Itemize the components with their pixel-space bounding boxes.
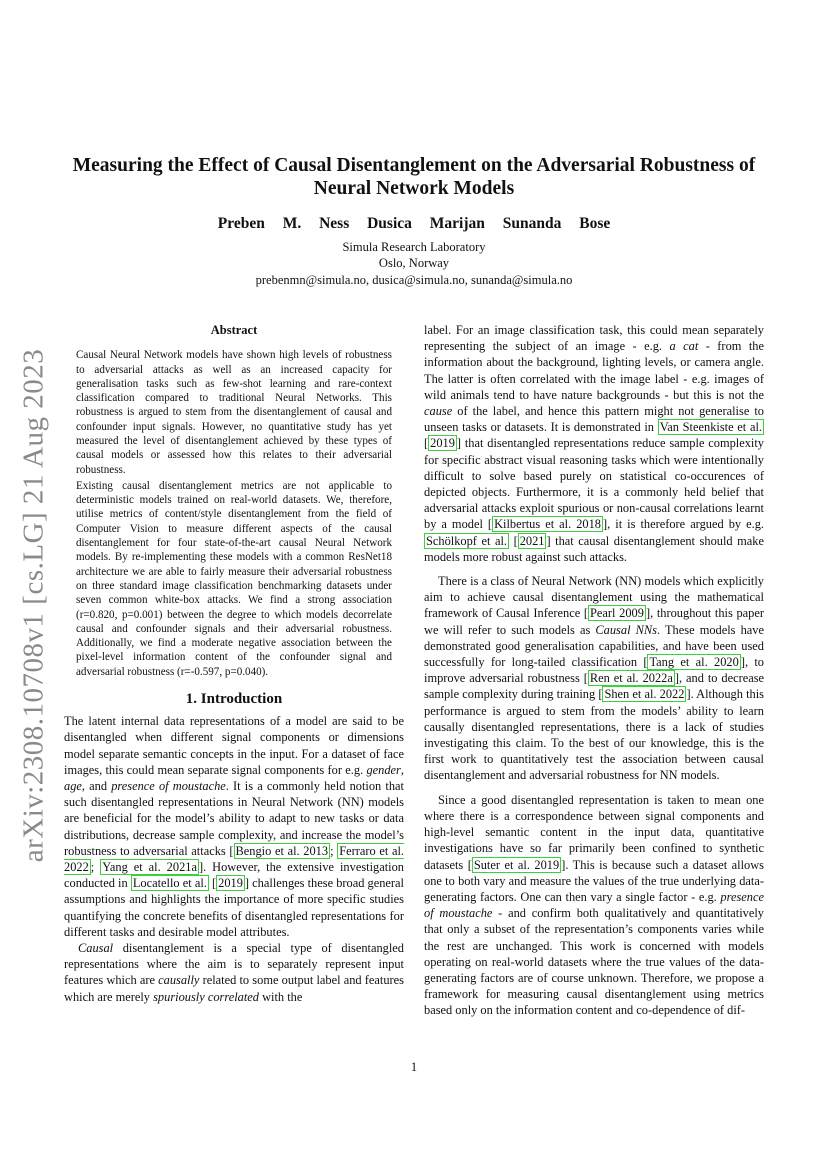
citation-link[interactable]: Shen et al. 2022: [604, 687, 685, 702]
paper-title: [50, 154, 778, 200]
affiliation-emails: prebenmn@simula.no, dusica@simula.no, sunanda@simula.no: [255, 272, 573, 287]
citation-link[interactable]: Tang et al. 2020: [649, 655, 739, 670]
author-list: [50, 215, 778, 233]
left-column: [64, 322, 404, 1005]
right-paragraph-3: Since a good disentangled representation is taken to mean one where there is a correspondence between signal components and high-level semantic content in the input data, quantitative investigations have so far primarily been confined to synthetic datasets [ Suter et al. 2019 ]. This is because such a dataset allows one to both vary and measure the values of the true underlying data-generating factors. One can then vary a single factor - e.g. presence of moustache - and confirm both qualitatively and quantitatively that only a subset of the representation’s components varies while the rest are unchanged. This work is concerned with models operating on real-world datasets where the true values of the data-generating factors are of course unknown. Therefore, we propose a framework for measuring causal disentanglement using metrics based only on the information content and co-dependence of dif-: [424, 792, 764, 1018]
citation-link[interactable]: Ferraro et al. 2022: [64, 843, 404, 875]
abstract-paragraph-1: Causal Neural Network models have shown high levels of robustness to adversarial attacks as well as an increased capacity for generalisation tasks such as few-shot learning and rare-context classification compared to traditional Neural Networks. This robustness is argued to stem from the disentanglement of causal and confounder input signals. However, no quantitative study has yet measured the level of disentanglement achieved by these types of causal models or assessed how this relates to their adversarial robustness.: [76, 349, 392, 476]
author-1: Preben M. Ness: [217, 215, 350, 232]
right-column: [424, 322, 764, 1019]
abstract-section: [64, 322, 404, 679]
intro-paragraph-2: Causal disentanglement is a special type of disentangled representations where the aim is to separately represent input features which are causally related to some output label and features which are merely spuriously correlated with the: [64, 941, 404, 1004]
title-line-2: Neural Network Models: [313, 178, 515, 199]
citation-link[interactable]: Kilbertus et al. 2018: [494, 517, 602, 532]
abstract-heading: Abstract: [210, 323, 258, 337]
affiliation-org: Simula Research Laboratory: [342, 240, 486, 254]
citation-link[interactable]: 2019: [218, 876, 243, 891]
arxiv-identifier: [12, 348, 56, 862]
title-line-1: Measuring the Effect of Causal Disentanglement on the Adversarial Robustness of: [72, 155, 756, 176]
citation-link[interactable]: Pearl 2009: [590, 606, 644, 621]
author-3: Sunanda Bose: [502, 215, 611, 232]
abstract-paragraph-2: Existing causal disentanglement metrics are not applicable to deterministic models trained on real-world datasets. We, therefore, utilise metrics of content/style disentanglement from the field of Computer Vision to measure different aspects of the causal disentanglement for four state-of-the-art causal Neural Network models. By re-implementing these models with a common ResNet18 architecture we are able to fairly measure their adversarial robustness on three standard image classification benchmarking datasets under seven common white-box attacks. We find a strong association (r=0.820, p=0.001) between the degree to which models decorrelate causal and confounder signals and their adversarial robustness. Additionally, we find a moderate negative association between the pixel-level information content of the confounder signal and adversarial robustness (r=-0.597, p=0.040).: [76, 479, 392, 678]
citation-link[interactable]: Locatello et al.: [132, 876, 207, 891]
citation-link[interactable]: Ren et al. 2022a: [589, 671, 673, 686]
citation-link[interactable]: 2019: [430, 436, 455, 451]
citation-link[interactable]: Schölkopf et al.: [426, 533, 508, 548]
citation-link[interactable]: Van Steenkiste et al.: [659, 420, 762, 435]
right-paragraph-2: There is a class of Neural Network (NN) models which explicitly aim to achieve causal disentanglement using the mathematical framework of Causal Inference [ Pearl 2009 ], throughout this paper we will refer to such models as Causal NNs. These models have demonstrated good generalisation capabilities, and have been used successfully for long-tailed classification [ Tang et al. 2020 ], to improve adversarial robustness [ Ren et al. 2022a ], and to decrease sample complexity during training [ Shen et al. 2022 ]. Although this performance is argued to stem from the models’ ability to learn causally disentangled representations, there is a lack of studies investigating this claim. To the best of our knowledge, this is the first work to quantitatively test the association between causal disentanglement and adversarial robustness for NN models.: [424, 574, 765, 783]
citation-link[interactable]: Bengio et al. 2013: [235, 843, 329, 858]
citation-link[interactable]: Yang et al. 2021a: [102, 860, 197, 875]
citation-link[interactable]: 2021: [519, 533, 545, 548]
intro-paragraph-1: The latent internal data representations of a model are said to be disentangled when different signal components or dimensions model separate semantic concepts in the input. For a dataset of face images, this could mean separate signal components for e.g. gender, age, and presence of moustache. It is a commonly held notion that such disentangled representations in Neural Network (NN) models are beneficial for the model’s ability to adapt to new tasks or data distributions, decrease sample complexity, and increase the model’s robustness to adversarial attacks [ Bengio et al. 2013 ; Ferraro et al. 2022 ; Yang et al. 2021a ]. However, the extensive investigation conducted in Locatello et al. [ 2019 ] challenges these broad general assumptions and highlights the importance of more specific studies quantifying the concrete benefits of disentangled representations for different tasks and desirable model attributes.: [64, 714, 405, 939]
author-2: Dusica Marijan: [367, 215, 485, 232]
affiliation-location: Oslo, Norway: [378, 256, 450, 271]
citation-link[interactable]: Suter et al. 2019: [473, 857, 560, 872]
affiliation: [50, 239, 778, 288]
right-paragraph-1: label. For an image classification task, this could mean separately representing the subject of an image - e.g. a cat - from the information about the background, lighting levels, or camera angle. The latter is often correlated with the image label - e.g. images of wild animals tend to have nature backgrounds - but this is not the cause of the label, and hence this pattern might not generalise to unseen tasks or datasets. It is demonstrated in Van Steenkiste et al. [ 2019 ] that disentangled representations reduce sample complexity for specific abstract visual reasoning tasks which were intentionally difficult to solve based purely on statistical co-occurences of depicted objects. Furthermore, it is a commonly held belief that adversarial attacks exploit spurious or non-causal correlations learnt by a model [ Kilbertus et al. 2018 ], it is therefore argued by e.g. Schölkopf et al. [ 2021 ] that causal disentanglement should make models more robust against such attacks.: [424, 323, 765, 564]
page-number: 1: [410, 1060, 418, 1074]
section-heading-introduction: 1. Introduction: [185, 691, 283, 708]
arxiv-identifier-text: arXiv:2308.10708v1 [cs.LG] 21 Aug 2023: [17, 348, 50, 862]
